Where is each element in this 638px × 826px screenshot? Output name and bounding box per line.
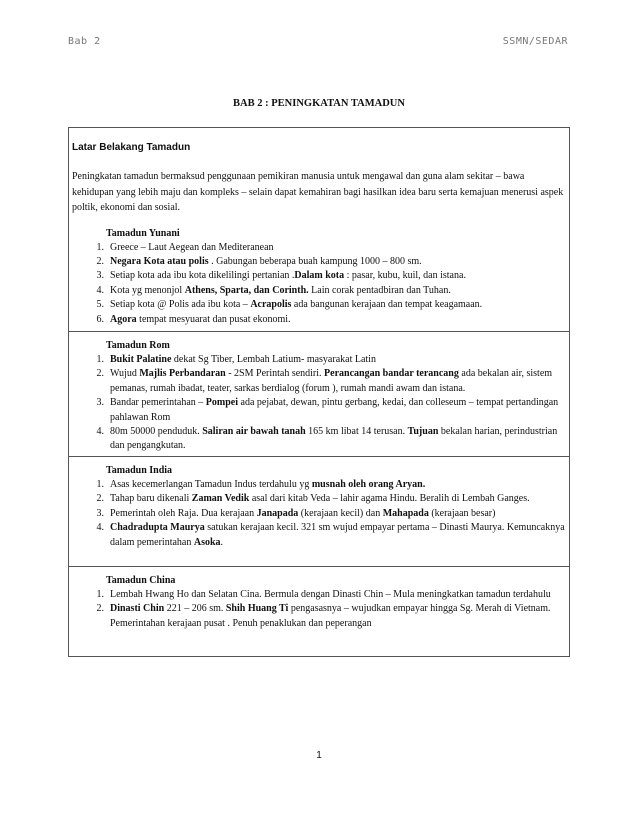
text-run: (kerajaan kecil) dan [298, 507, 383, 519]
item-text [110, 255, 566, 269]
text-run: Athens, Sparta, dan Corinth. [184, 284, 309, 296]
item-list [72, 478, 566, 550]
text-run: Agora [110, 313, 137, 325]
item-number: 1. [96, 241, 104, 253]
item-list [72, 241, 566, 327]
text-run: asal dari kitab Veda – lahir agama Hindu. Beralih di Lembah Ganges. [249, 493, 530, 505]
list-item [72, 396, 566, 425]
item-text [110, 313, 566, 327]
item-number: 5. [96, 299, 104, 311]
text-run: Asoka [193, 536, 221, 548]
text-run: (kerajaan besar) [428, 507, 496, 519]
list-item [72, 521, 566, 550]
item-text [110, 492, 566, 506]
list-item [72, 588, 566, 602]
item-text [110, 425, 566, 454]
block-heading-text: Tamadun India [106, 465, 173, 476]
item-number: 2. [96, 603, 104, 615]
list-item [72, 313, 566, 327]
page-number: 1 [316, 750, 322, 761]
item-number: 1. [96, 354, 104, 365]
item-text [110, 269, 566, 283]
list-item [72, 255, 566, 269]
text-run: Dinasti Chin [110, 603, 165, 615]
list-item [72, 284, 566, 298]
block-china [68, 567, 570, 657]
item-number: 6. [96, 313, 104, 325]
text-run: Shih Huang Ti [225, 603, 289, 615]
list-item [72, 269, 566, 283]
item-text [110, 241, 566, 255]
text-run: Tujuan [407, 426, 439, 438]
item-text [110, 602, 566, 631]
text-run: : pasar, kubu, kuil, dan istana. [344, 270, 466, 282]
list-item [72, 241, 566, 255]
item-number: 3. [96, 507, 104, 519]
text-run: 165 km libat 14 terusan. [305, 426, 408, 438]
list-item [72, 507, 566, 521]
block-heading [72, 463, 566, 478]
text-run: Pemerintah oleh Raja. Dua kerajaan [110, 507, 257, 519]
list-item [72, 492, 566, 506]
item-text [110, 284, 566, 298]
text-run: 80m 50000 penduduk. [110, 426, 203, 438]
text-run: Bukit Palatine [110, 354, 172, 365]
text-run: Acrapolis [250, 299, 292, 311]
text-run: Negara Kota atau polis [110, 255, 209, 267]
text-run: tempat mesyuarat dan pusat ekonomi. [136, 313, 291, 325]
header-left: Bab 2 [68, 36, 101, 47]
text-run: 221 – 206 sm. [164, 603, 226, 615]
block-heading [72, 226, 566, 241]
block-heading-text: Tamadun Yunani [106, 227, 180, 239]
list-item [72, 602, 566, 631]
text-run: ada pejabat, dewan, pintu gerbang, kedai, dan colleseum – tempat pertandingan pahlawan Rom [110, 397, 559, 423]
item-list [72, 353, 566, 454]
text-run: Setiap kota ada ibu kota dikelilingi pertanian . [110, 270, 295, 282]
item-number: 4. [96, 522, 104, 534]
item-number: 2. [96, 493, 104, 505]
text-run: Setiap kota @ Polis ada ibu kota – [110, 299, 251, 311]
content-table [68, 127, 570, 657]
section-heading: Latar Belakang Tamadun [72, 142, 191, 153]
text-run: . Gabungan beberapa buah kampung 1000 – 800 sm. [208, 255, 422, 267]
block-heading [72, 573, 566, 588]
text-run: Bandar pemerintahan – [110, 397, 206, 409]
text-run: Mahapada [382, 507, 429, 519]
item-text [110, 507, 566, 521]
bullet-icon [72, 463, 106, 478]
list-item [72, 353, 566, 367]
item-number: 4. [96, 426, 104, 438]
item-number: 4. [96, 284, 104, 296]
list-item [72, 478, 566, 492]
text-run: Perancangan bandar terancang [324, 368, 459, 380]
text-run: Zaman Vedik [191, 493, 250, 505]
block-heading-text: Tamadun Rom [106, 340, 170, 351]
text-run: Lain corak pentadbiran dan Tuhan. [308, 284, 451, 296]
item-text [110, 367, 566, 396]
item-number: 3. [96, 397, 104, 409]
item-text [110, 298, 566, 312]
text-run: Dalam kota [294, 270, 345, 282]
bullet-icon [72, 338, 106, 353]
block-india [68, 457, 570, 567]
text-run: ada bangunan kerajaan dan tempat keagamaan. [291, 299, 483, 311]
text-run: Chadradupta Maurya [110, 522, 205, 534]
text-run: Majlis Perbandaran [139, 368, 226, 380]
item-number: 3. [96, 270, 104, 282]
text-run: pengasasnya – wujudkan empayar hingga Sg. Merah di Vietnam. Pemerintahan kerajaan pusat . Penuh penaklukan dan peperangan [110, 603, 551, 629]
text-run: - 2SM Perintah sendiri. [225, 368, 325, 380]
text-run: Tahap baru dikenali [110, 493, 192, 505]
text-run: Saliran air bawah tanah [202, 426, 306, 438]
item-list [72, 588, 566, 631]
text-run: Lembah Hwang Ho dan Selatan Cina. Bermula dengan Dinasti Chin – Mula meningkatkan tamadun terdahulu [110, 589, 551, 600]
list-item [72, 367, 566, 396]
block-rom [68, 332, 570, 457]
text-run: ada bekalan air, sistem pemanas, rumah ibadat, teater, sarkas berdialog (forum ), rumah mandi awam dan istana. [110, 368, 553, 394]
text-run: Asas kecemerlangan Tamadun Indus terdahulu yg [110, 479, 312, 490]
item-number: 2. [96, 255, 104, 267]
text-run: Greece – Laut Aegean dan Mediteranean [110, 241, 274, 253]
item-number: 2. [96, 368, 104, 380]
block-heading [72, 338, 566, 353]
intro-paragraph: Peningkatan tamadun bermaksud penggunaan pemikiran manusia untuk mengawal dan guna alam sekitar – bawa kehidupan yang lebih maju dan kompleks – selain dapat kemahiran bagi hasilkan idea baru serta kemajuan menerusi aspek poltik, ekonomi dan sosial. [72, 171, 564, 213]
list-item [72, 425, 566, 454]
item-number: 1. [96, 589, 104, 600]
text-run: . [220, 536, 224, 548]
item-text [110, 396, 566, 425]
bullet-icon [72, 226, 106, 241]
item-text [110, 353, 566, 367]
text-run: musnah oleh orang Aryan. [311, 479, 426, 490]
item-text [110, 478, 566, 492]
item-number: 1. [96, 479, 104, 490]
text-run: dekat Sg Tiber, Lembah Latium- masyarakat Latin [171, 354, 376, 365]
intro-section [68, 127, 570, 332]
item-text [110, 521, 566, 550]
text-run: Kota yg menonjol [110, 284, 185, 296]
text-run: Pompei [205, 397, 239, 409]
text-run: Wujud [110, 368, 140, 380]
header-right: SSMN/SEDAR [502, 36, 568, 47]
bullet-icon [72, 573, 106, 588]
text-run: bekalan harian, perindustrian dan pengangkutan. [110, 426, 558, 452]
text-run: satukan kerajaan kecil. 321 sm wujud empayar pertama – Dinasti Maurya. Kemuncaknya dalam pemerintahan [110, 522, 565, 548]
page-title: BAB 2 : PENINGKATAN TAMADUN [233, 98, 405, 109]
block-heading-text: Tamadun China [106, 575, 176, 586]
list-item [72, 298, 566, 312]
text-run: Janapada [256, 507, 299, 519]
item-text [110, 588, 566, 602]
